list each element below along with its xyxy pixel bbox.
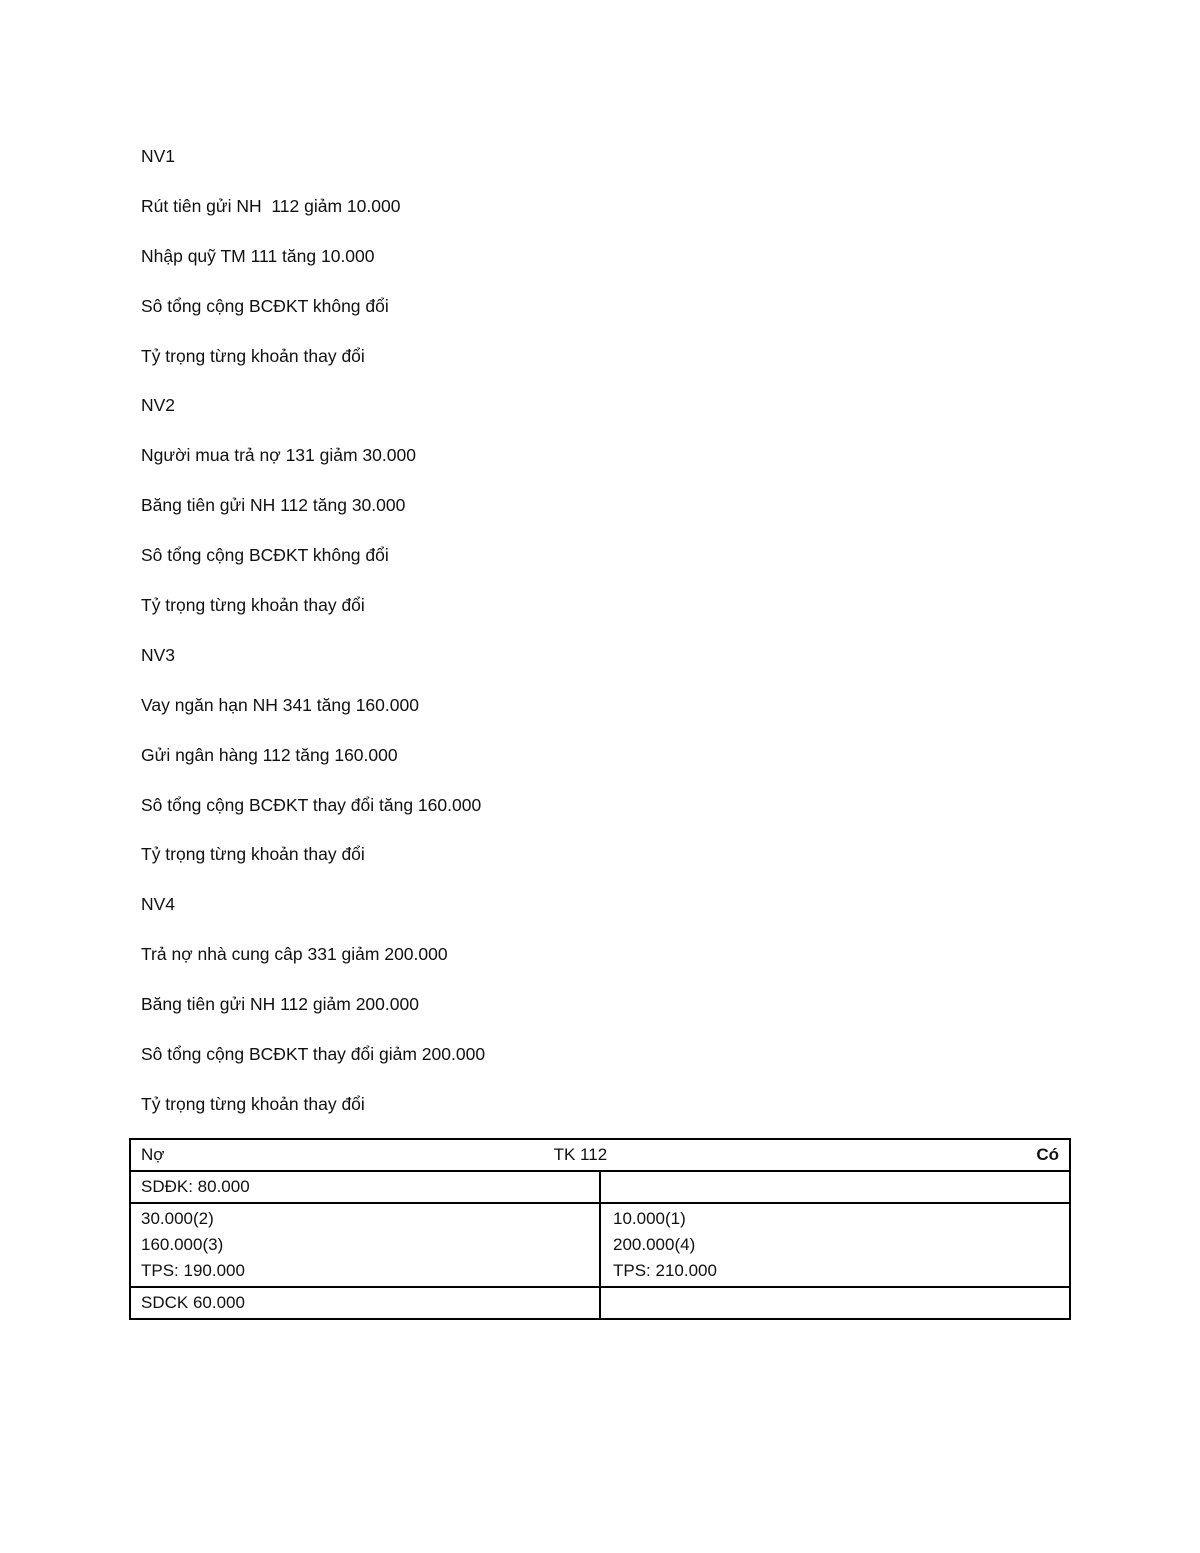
text-line: Băng tiên gửi NH 112 tăng 30.000 (141, 495, 406, 516)
text-line: Tỷ trọng từng khoản thay đổi (141, 345, 365, 366)
text-line: NV4 (141, 894, 176, 915)
text-line: Tỷ trọng từng khoản thay đổi (141, 1093, 365, 1114)
text-line: Tỷ trọng từng khoản thay đổi (141, 844, 365, 865)
debit-entry: 160.000(3) (141, 1235, 224, 1254)
opening-balance: SDĐK: 80.000 (130, 1171, 600, 1203)
debit-total: TPS: 190.000 (141, 1261, 245, 1280)
credit-total: TPS: 210.000 (613, 1261, 717, 1280)
text-line: Trả nợ nhà cung câp 331 giảm 200.000 (141, 944, 448, 965)
text-line: Tỷ trọng từng khoản thay đổi (141, 595, 365, 616)
text-line: Sô tổng cộng BCĐKT không đổi (141, 545, 389, 566)
text-line: NV2 (141, 395, 176, 416)
text-line: Sô tổng cộng BCĐKT thay đổi tăng 160.000 (141, 794, 482, 815)
ledger-header-cell (130, 1139, 1070, 1171)
credit-entries (600, 1203, 1070, 1287)
closing-balance-row (130, 1287, 1070, 1319)
text-line: Băng tiên gửi NH 112 giảm 200.000 (141, 994, 419, 1015)
opening-balance-credit (600, 1171, 1070, 1203)
transaction-notes (141, 141, 485, 1139)
debit-entry: 30.000(2) (141, 1209, 214, 1228)
text-line: Nhập quỹ TM 111 tăng 10.000 (141, 245, 375, 266)
text-line: Rút tiên gửi NH 112 giảm 10.000 (141, 195, 401, 216)
text-line: Sô tổng cộng BCĐKT thay đổi giảm 200.000 (141, 1044, 486, 1065)
debit-header: Nợ (141, 1145, 165, 1164)
t-account-table (129, 1138, 1071, 1320)
text-line: Vay ngăn hạn NH 341 tăng 160.000 (141, 694, 419, 715)
closing-balance-credit (600, 1287, 1070, 1319)
credit-header: Có (1036, 1145, 1059, 1164)
debit-entries (130, 1203, 600, 1287)
account-title: TK 112 (553, 1145, 608, 1164)
text-line: Người mua trả nợ 131 giảm 30.000 (141, 445, 416, 466)
credit-entry: 10.000(1) (613, 1209, 686, 1228)
closing-balance: SDCK 60.000 (130, 1287, 600, 1319)
credit-entry: 200.000(4) (613, 1235, 696, 1254)
text-line: NV3 (141, 644, 176, 665)
ledger-header-row (130, 1139, 1070, 1171)
entries-row (130, 1203, 1070, 1287)
text-line: Sô tổng cộng BCĐKT không đổi (141, 295, 389, 316)
text-line: NV1 (141, 146, 176, 166)
text-line: Gửi ngân hàng 112 tăng 160.000 (141, 744, 398, 765)
opening-balance-row (130, 1171, 1070, 1203)
